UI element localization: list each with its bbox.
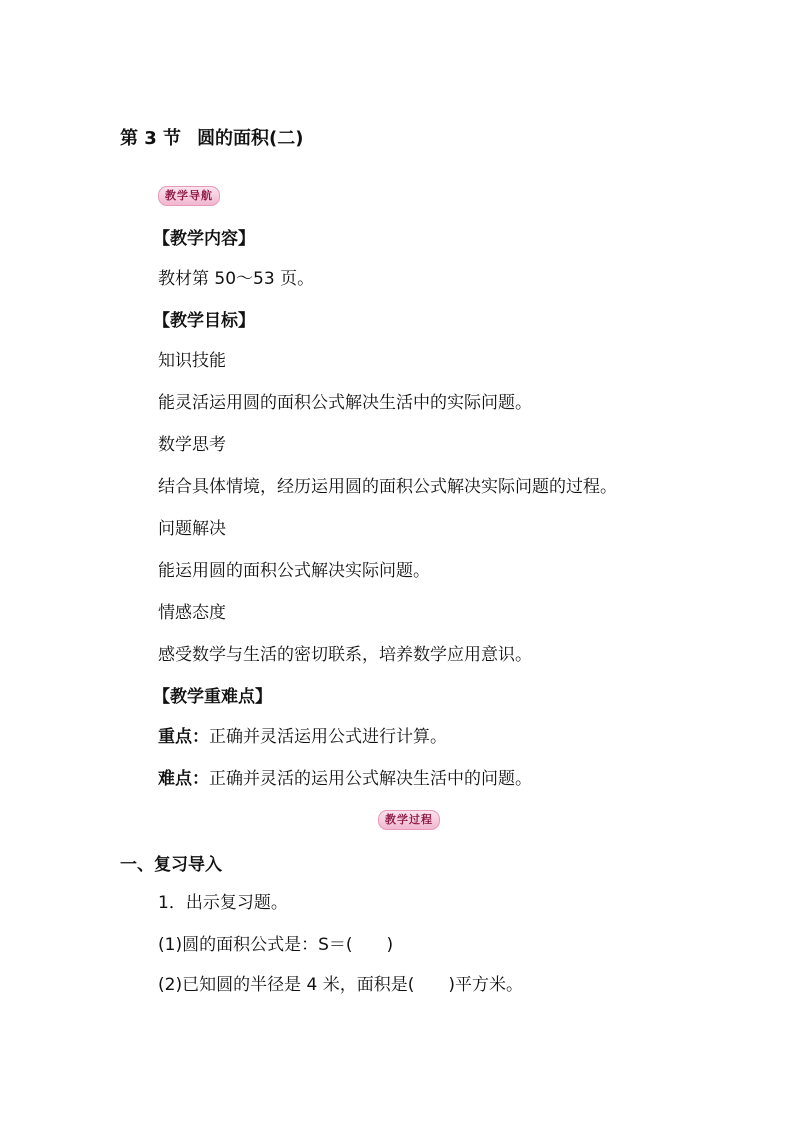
goal-attitude-heading: 情感态度 (158, 603, 226, 623)
difficult-point-text: 正确并灵活的运用公式解决生活中的问题。 (209, 769, 532, 789)
goal-problem-text: 能运用圆的面积公式解决实际问题。 (158, 561, 430, 581)
content-heading: 【教学内容】 (153, 229, 255, 249)
lesson-number: 第 3 节 (120, 128, 182, 149)
banner-teaching-process: 教学过程 (378, 810, 440, 830)
review-question-1: (1)圆的面积公式是：S＝( ) (158, 935, 394, 955)
key-point-text: 正确并灵活运用公式进行计算。 (209, 727, 447, 747)
goal-problem-heading: 问题解决 (158, 519, 226, 539)
key-difficulty-heading: 【教学重难点】 (153, 687, 272, 707)
goal-thinking-heading: 数学思考 (158, 435, 226, 455)
difficult-point-label: 难点： (158, 769, 209, 789)
content-text: 教材第 50～53 页。 (158, 269, 315, 289)
key-point (158, 726, 447, 748)
goal-knowledge-text: 能灵活运用圆的面积公式解决生活中的实际问题。 (158, 393, 532, 413)
lesson-title (120, 124, 304, 150)
review-intro-text: 1．出示复习题。 (158, 893, 288, 913)
difficult-point (158, 768, 532, 790)
lesson-name: 圆的面积(二) (197, 128, 304, 149)
goal-knowledge-heading: 知识技能 (158, 351, 226, 371)
goal-thinking-text: 结合具体情境，经历运用圆的面积公式解决实际问题的过程。 (158, 477, 617, 497)
review-question-2: (2)已知圆的半径是 4 米，面积是( )平方米。 (158, 975, 523, 995)
goal-attitude-text: 感受数学与生活的密切联系，培养数学应用意识。 (158, 645, 532, 665)
key-point-label: 重点： (158, 727, 209, 747)
goal-heading: 【教学目标】 (153, 311, 255, 331)
section-review-intro: 一、复习导入 (120, 855, 222, 875)
banner-teaching-nav: 教学导航 (158, 186, 220, 206)
